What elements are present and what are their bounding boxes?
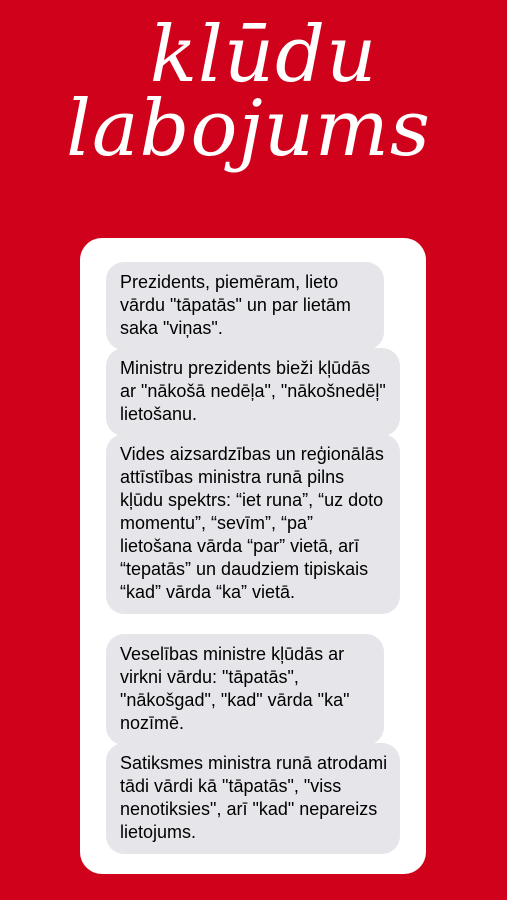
message-bubble xyxy=(106,634,384,745)
message-text: Satiksmes ministra runā atrodami tādi vārdi kā "tāpatās", "viss nenotiksies", arī "kad" nepareizs lietojums. xyxy=(120,753,388,842)
message-bubble xyxy=(106,348,400,436)
message-bubble xyxy=(106,262,384,350)
message-text: Prezidents, piemēram, lieto vārdu "tāpatās" un par lietām saka "viņas". xyxy=(120,272,351,338)
message-bubble xyxy=(106,434,400,614)
message-bubble xyxy=(106,743,400,854)
message-text: Vides aizsardzības un reģionālās attīstības ministra runā pilns kļūdu spektrs: “iet runa”, “uz doto momentu”, “sevīm”, “pa” lietošana vārda “par” vietā, arī “tepatās” un daudziem tipiskais “kad” vārda “ka” vietā. xyxy=(120,444,384,602)
title-line-1: klūdu xyxy=(149,10,378,100)
page-title xyxy=(0,10,507,174)
message-text: Veselības ministre kļūdās ar virkni vārdu: "tāpatās", "nākošgad", "kad" vārda "ka" nozīmē. xyxy=(120,644,350,733)
message-text: Ministru prezidents bieži kļūdās ar "nākošā nedēļa", "nākošnedēļ" lietošanu. xyxy=(120,358,386,424)
title-line-2: labojums xyxy=(66,84,431,174)
message-card xyxy=(80,238,426,874)
